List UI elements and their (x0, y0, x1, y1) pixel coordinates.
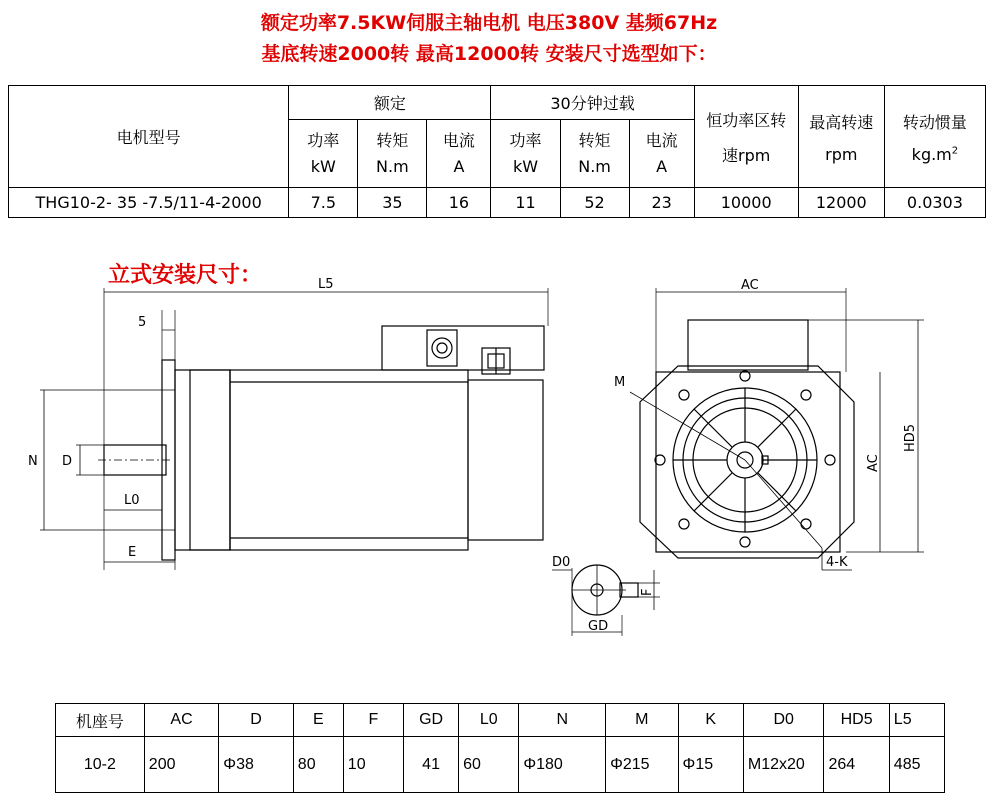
label-4k: 4-K (826, 555, 848, 570)
dims-header-row (56, 704, 945, 737)
dims-value-m: Φ215 (606, 737, 678, 793)
label-n: N (28, 454, 38, 469)
dims-header-d0: D0 (743, 704, 824, 737)
header-line-1: 额定功率7.5KW伺服主轴电机 电压380V 基频67Hz (260, 12, 718, 34)
dims-header-f: F (343, 704, 403, 737)
label-m: M (614, 375, 626, 390)
dims-header-n: N (519, 704, 606, 737)
dims-value-frame: 10-2 (56, 737, 145, 793)
dims-value-k: Φ15 (678, 737, 743, 793)
model-header: 电机型号 (9, 86, 289, 188)
label-ac-top: AC (741, 278, 759, 293)
dims-header-frame: 机座号 (56, 704, 145, 737)
label-gd: GD (588, 619, 609, 634)
front-junction-box (688, 320, 808, 370)
cell-inertia: 0.0303 (884, 188, 985, 218)
cell-overload-power: 11 (491, 188, 560, 218)
cell-max-speed: 12000 (798, 188, 884, 218)
sub-rated-current: 电流 A (427, 120, 491, 188)
overload-header: 30分钟过载 (491, 86, 694, 120)
label-d0: D0 (552, 555, 571, 570)
label-d: D (62, 454, 73, 469)
inertia-header-line2: kg.m (911, 144, 952, 164)
dims-value-ac: 200 (144, 737, 219, 793)
inertia-header-line1: 转动惯量 (902, 112, 967, 132)
section-title: 立式安装尺寸： (108, 263, 263, 288)
cell-constant-power: 10000 (694, 188, 798, 218)
constant-power-header-line2: 速rpm (722, 145, 771, 165)
bolt-hole-3 (679, 519, 689, 529)
dims-table (55, 703, 945, 793)
max-speed-header-line2: rpm (825, 144, 858, 164)
dims-values-row (56, 737, 945, 793)
dims-value-f: 10 (343, 737, 403, 793)
label-ac-side: AC (866, 454, 881, 472)
dims-header-e: E (293, 704, 343, 737)
header-line-2: 基底转速2000转 最高12000转 安装尺寸选型如下： (261, 43, 717, 65)
dims-value-gd: 41 (404, 737, 459, 793)
cell-rated-torque: 35 (358, 188, 427, 218)
label-l5: L5 (318, 277, 334, 292)
label-e: E (128, 545, 137, 560)
sub-rated-torque: 转矩 N.m (358, 120, 427, 188)
bolt-hole-4 (801, 519, 811, 529)
sub-overload-power: 功率 kW (491, 120, 560, 188)
dims-header-gd: GD (404, 704, 459, 737)
front-view (630, 288, 924, 570)
sub-overload-torque: 转矩 N.m (560, 120, 629, 188)
label-hd5: HD5 (903, 423, 918, 452)
junction-box (382, 326, 544, 370)
inertia-sup: 2 (951, 145, 959, 157)
dims-header-hd5: HD5 (824, 704, 889, 737)
cell-rated-current: 16 (427, 188, 491, 218)
constant-power-header-line1: 恒功率区转 (706, 110, 787, 130)
dims-header-m: M (606, 704, 678, 737)
dims-header-d: D (219, 704, 294, 737)
label-l0: L0 (124, 493, 140, 508)
label-five: 5 (138, 315, 147, 330)
cell-overload-current: 23 (629, 188, 694, 218)
dims-header-k: K (678, 704, 743, 737)
dims-value-n: Φ180 (519, 737, 606, 793)
dims-header-l0: L0 (459, 704, 519, 737)
label-f: F (640, 588, 655, 596)
rated-header: 额定 (289, 86, 491, 120)
rear-cover (468, 380, 543, 540)
sub-overload-current: 电流 A (629, 120, 694, 188)
dims-value-l5: 485 (889, 737, 944, 793)
dims-value-hd5: 264 (824, 737, 889, 793)
bolt-hole-1 (679, 390, 689, 400)
side-view (40, 288, 548, 570)
dims-value-e: 80 (293, 737, 343, 793)
cell-rated-power: 7.5 (289, 188, 358, 218)
dims-header-l5: L5 (889, 704, 944, 737)
motor-body (230, 370, 468, 550)
cell-overload-torque: 52 (560, 188, 629, 218)
dims-value-d: Φ38 (219, 737, 294, 793)
max-speed-header-line1: 最高转速 (809, 112, 874, 132)
dims-header-ac: AC (144, 704, 219, 737)
bolt-hole-2 (801, 390, 811, 400)
sub-rated-power: 功率 kW (289, 120, 358, 188)
cell-model: THG10-2- 35 -7.5/11-4-2000 (9, 188, 289, 218)
dims-value-l0: 60 (459, 737, 519, 793)
dims-value-d0: M12x20 (743, 737, 824, 793)
